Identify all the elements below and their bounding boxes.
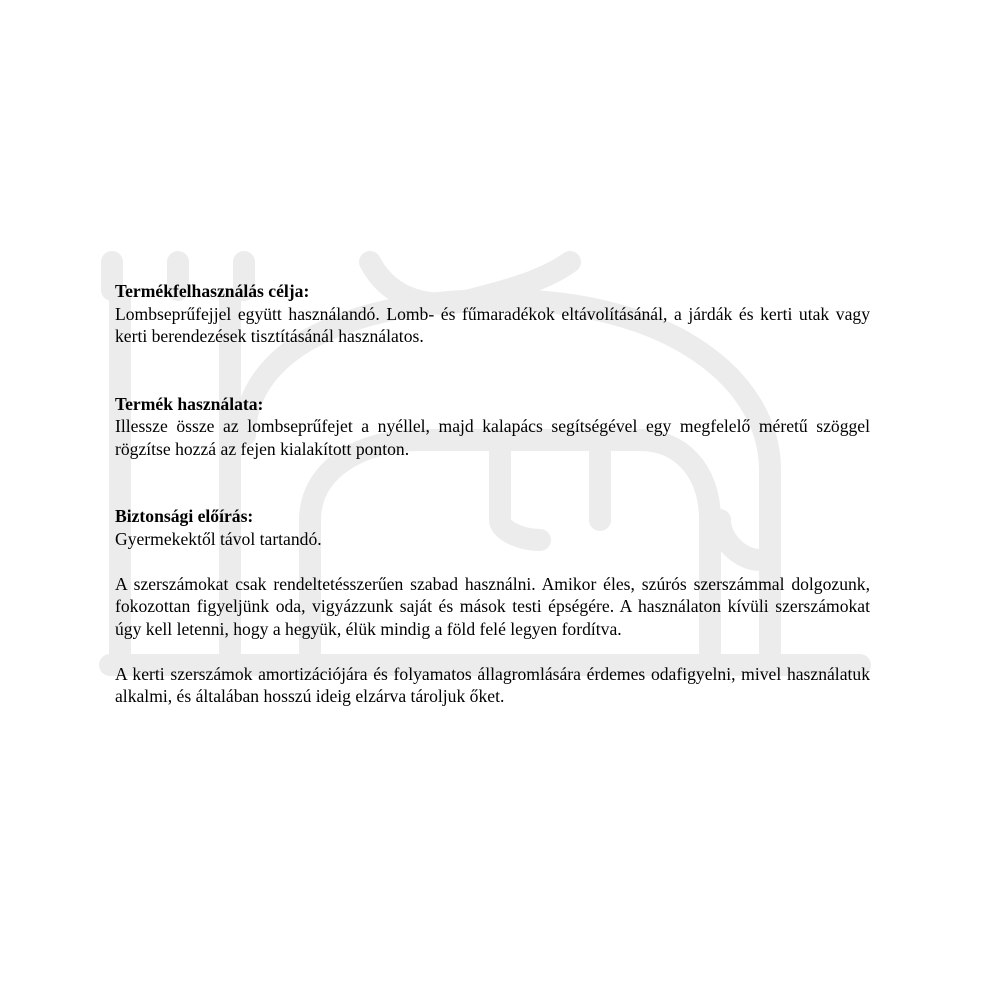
section-heading-usage: Termék használata:: [115, 393, 264, 414]
purpose-paragraph: Lombseprűfejjel együtt használandó. Lomb- és fűmaradékok eltávolításánál, a járdák és kerti utak vagy kerti berendezések tisztításánál használatos.: [115, 303, 870, 346]
document-body: [115, 280, 870, 708]
safety-paragraph-children: Gyermekektől távol tartandó.: [115, 528, 322, 549]
section-heading-purpose: Termékfelhasználás célja:: [115, 281, 310, 301]
section-heading-safety: Biztonsági előírás:: [115, 506, 254, 526]
safety-paragraph-tools: A szerszámokat csak rendeltetésszerűen szabad használni. Amikor éles, szúrós szerszámmal dolgozunk, fokozottan figyeljünk oda, vigyázzunk saját és mások testi épségére. A használaton kívüli szerszámokat úgy kell letenni, hogy a hegyük, élük mindig a föld felé legyen fordítva.: [115, 573, 870, 639]
safety-paragraph-maintenance: A kerti szerszámok amortizációjára és folyamatos állagromlására érdemes odafigyelni, mivel használatuk alkalmi, és általában hosszú ideig elzárva tároljuk őket.: [115, 663, 870, 706]
usage-paragraph: Illessze össze az lombseprűfejet a nyéllel, majd kalapács segítségével egy megfelelő méretű szöggel rögzítse hozzá az fejen kialakított ponton.: [115, 416, 870, 459]
